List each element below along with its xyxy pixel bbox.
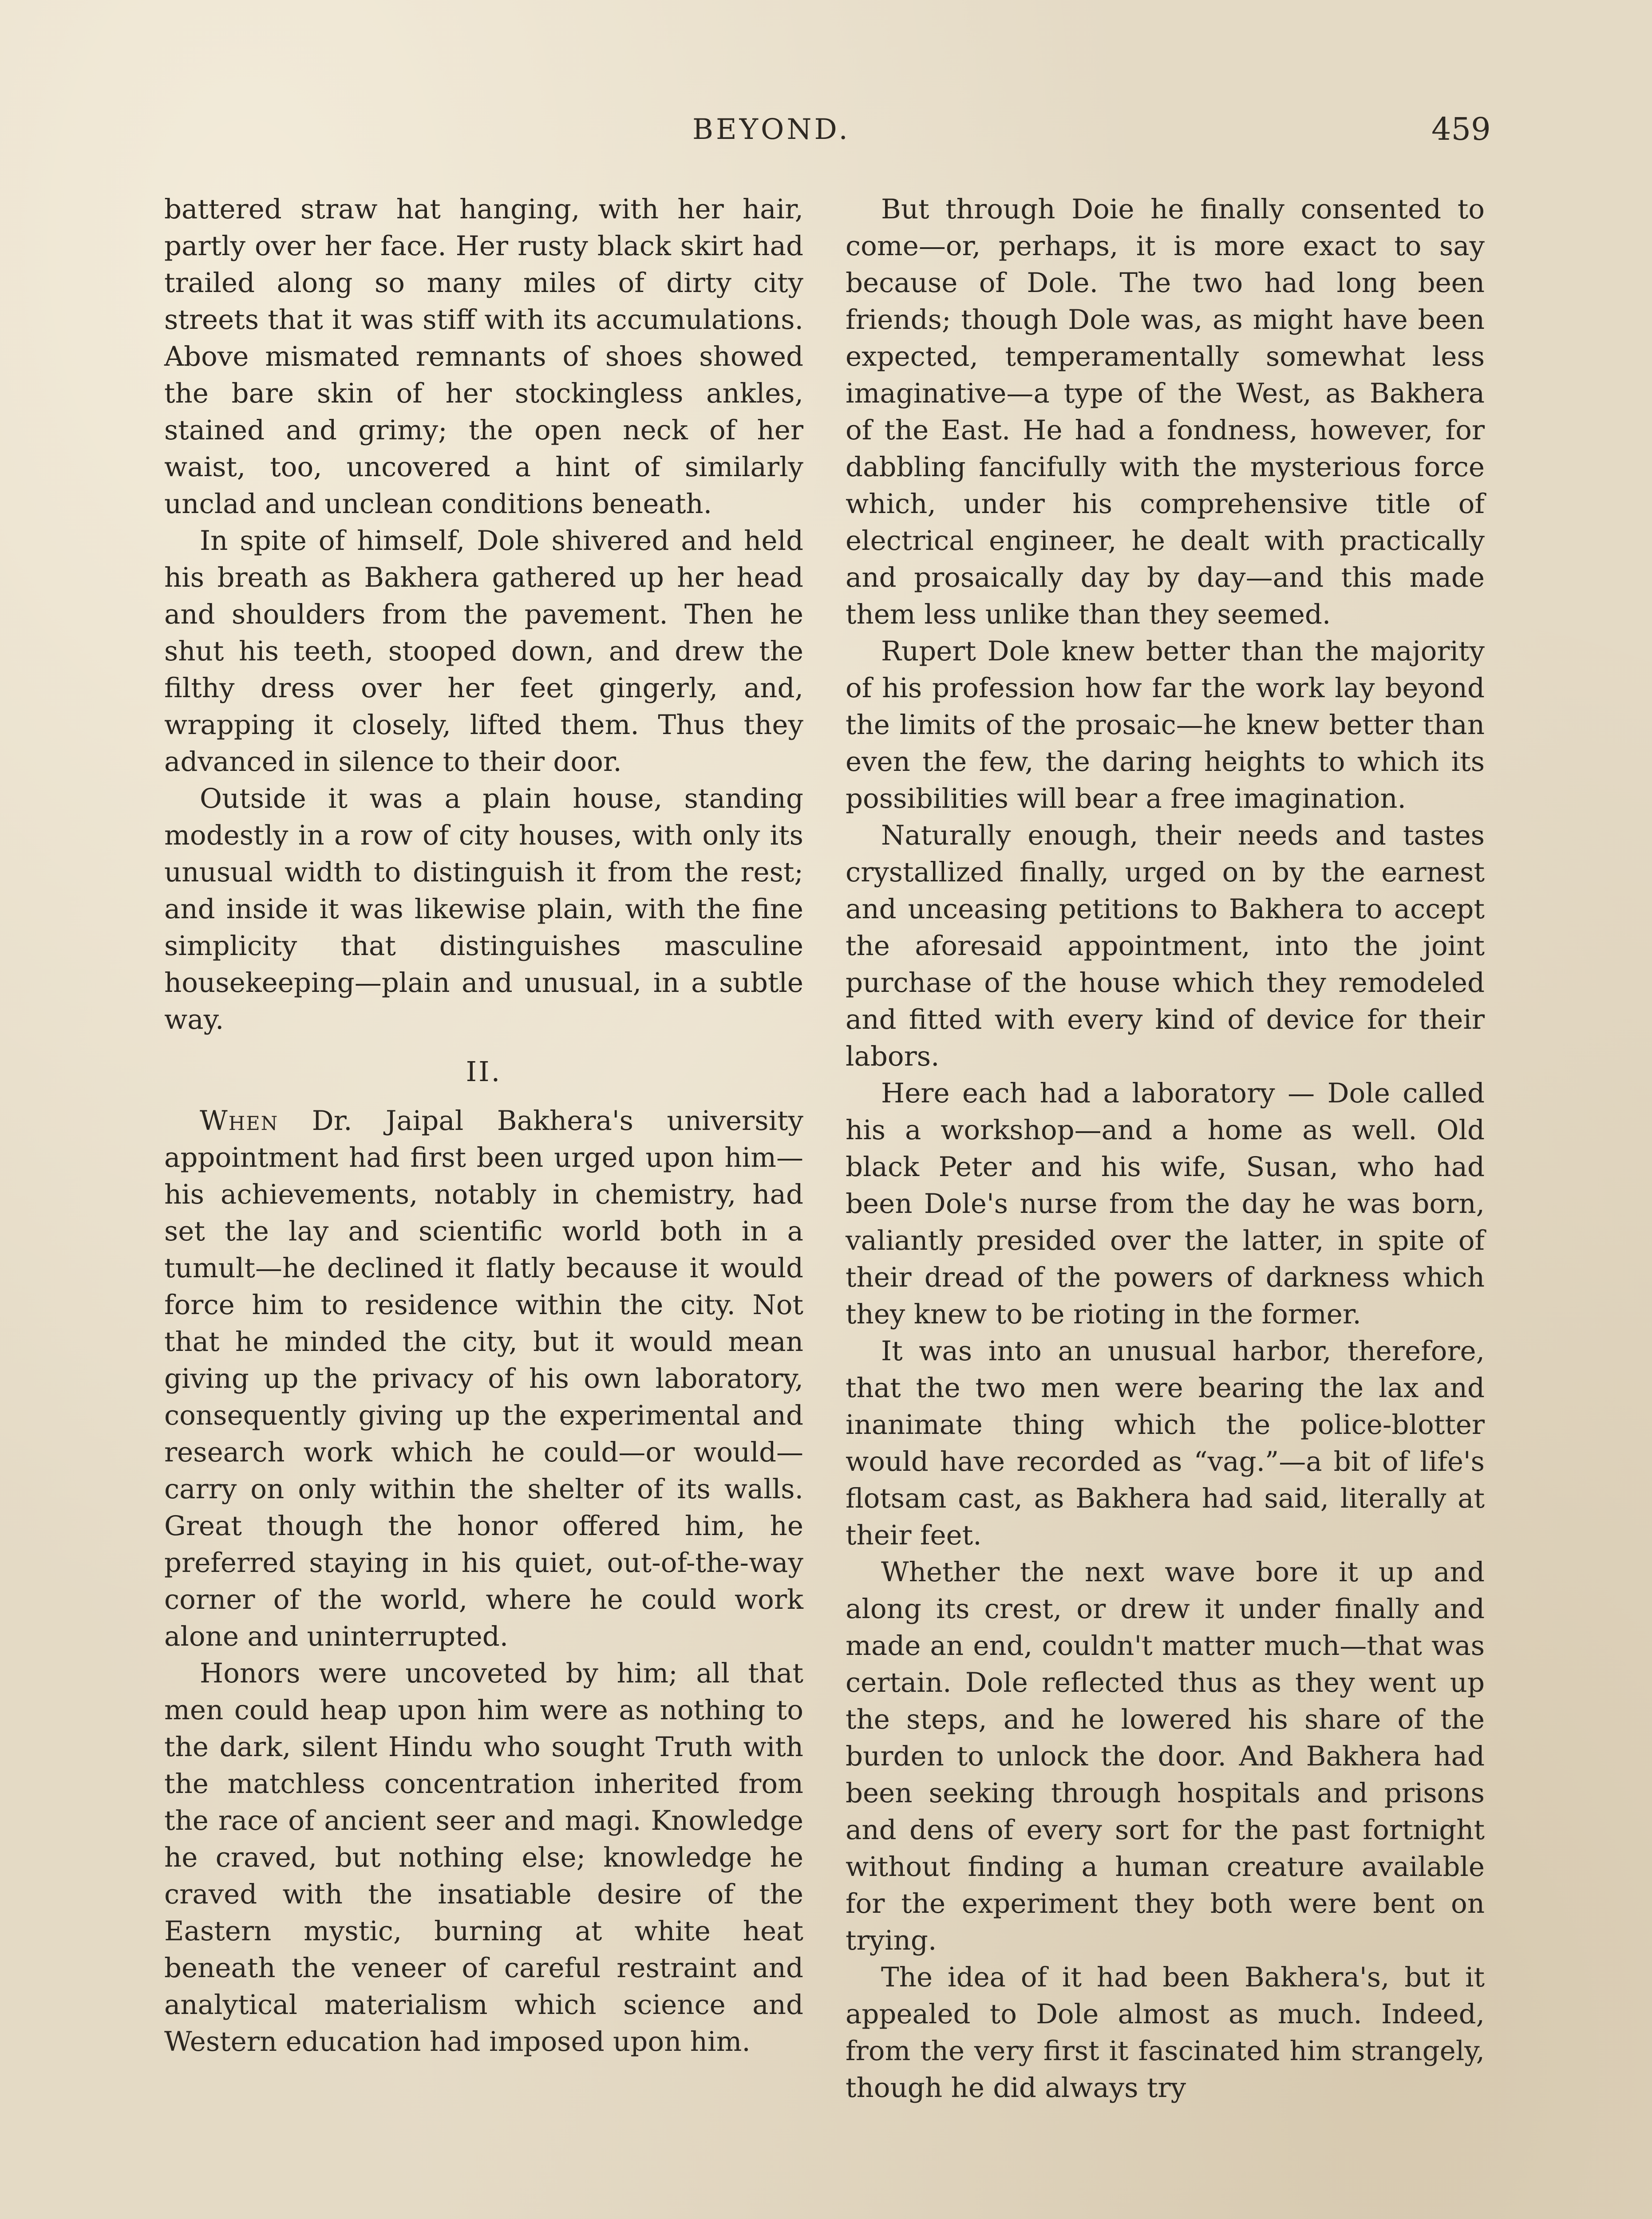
paragraph-continued: battered straw hat hanging, with her hair, partly over her face. Her rusty black skirt had trailed along so many miles of dirty city streets that it was stiff with its accumulations. Above mismated remnants of shoes showed the bare skin of her stockingless ankles, stained and grimy; the open neck of her waist, too, uncovered a hint of similarly unclad and unclean conditions beneath. bbox=[164, 193, 803, 520]
paragraph: But through Doie he finally consented to come—or, perhaps, it is more exact to say because of Dole. The two had long been friends; though Dole was, as might have been expected, temperamentally somewhat less imaginative—a type of the West, as Bakhera of the East. He had a fondness, however, for dabbling fancifully with the mysterious force which, under his comprehensive title of electrical engineer, he dealt with practically and prosaically day by day—and this made them less unlike than they seemed. bbox=[846, 193, 1485, 630]
page-number: 459 bbox=[1431, 111, 1491, 147]
paragraph: Honors were uncoveted by him; all that men could heap upon him were as nothing to the dark, silent Hindu who sought Truth with the matchless concentration inherited from the race of ancient seer and magi. Knowledge he craved, but nothing else; knowledge he craved with the insatiable desire of the Eastern mystic, burning at white heat beneath the veneer of careful restraint and analytical materialism which science and Western education had imposed upon him. bbox=[164, 1658, 803, 2057]
paragraph: Naturally enough, their needs and tastes crystallized finally, urged on by the earnest and unceasing petitions to Bakhera to accept the aforesaid appointment, into the joint purchase of the house which they remodeled and fitted with every kind of device for their labors. bbox=[846, 820, 1485, 1072]
right-column bbox=[846, 191, 1485, 2106]
paragraph bbox=[164, 1102, 803, 1655]
paragraph: In spite of himself, Dole shivered and held his breath as Bakhera gathered up her head and shoulders from the pavement. Then he shut his teeth, stooped down, and drew the filthy dress over her feet gingerly, and, wrapping it closely, lifted them. Thus they advanced in silence to their door. bbox=[164, 525, 803, 778]
paragraph: Here each had a laboratory — Dole called his a workshop—and a home as well. Old black Peter and his wife, Susan, who had been Dole's nurse from the day he was born, valiantly presided over the latter, in spite of their dread of the powers of darkness which they knew to be rioting in the former. bbox=[846, 1078, 1485, 1330]
paragraph: It was into an unusual harbor, therefore, that the two men were bearing the lax and inanimate thing which the police-blotter would have recorded as “vag.”—a bit of life's flotsam cast, as Bakhera had said, literally at their feet. bbox=[846, 1335, 1485, 1551]
left-column bbox=[164, 191, 803, 2060]
paragraph: Whether the next wave bore it up and along its crest, or drew it under finally and made an end, couldn't matter much—that was certain. Dole reflected thus as they went up the steps, and he lowered his share of the burden to unlock the door. And Bakhera had been seeking through hospitals and prisons and dens of every sort for the past fortnight without finding a human creature available for the experiment they both were bent on trying. bbox=[846, 1556, 1485, 1956]
section-heading: II. bbox=[466, 1055, 502, 1088]
paragraph: Outside it was a plain house, standing modestly in a row of city houses, with only its unusual width to distinguish it from the rest; and inside it was likewise plain, with the fine simplicity that distinguishes masculine housekeeping—plain and unusual, in a subtle way. bbox=[164, 783, 803, 1035]
paragraph: The idea of it had been Bakhera's, but it appealed to Dole almost as much. Indeed, from the very first it fascinated him strangely, though he did always try bbox=[846, 1962, 1485, 2104]
paragraph-lead-word: When bbox=[200, 1105, 279, 1137]
paragraph: Rupert Dole knew better than the majority of his profession how far the work lay beyond the limits of the prosaic—he knew better than even the few, the daring heights to which its possibilities will bear a free imagination. bbox=[846, 636, 1485, 814]
paragraph-text: Dr. Jaipal Bakhera's university appointment had first been urged upon him—his achievements, notably in chemistry, had set the lay and scientific world both in a tumult—he declined it flatly because it would force him to residence within the city. Not that he minded the city, but it would mean giving up the privacy of his own laboratory, consequently giving up the experimental and research work which he could—or would—carry on only within the shelter of its walls. Great though the honor offered him, he preferred staying in his quiet, out-of-the-way corner of the world, where he could work alone and uninterrupted. bbox=[164, 1105, 803, 1652]
running-title: BEYOND. bbox=[692, 113, 850, 146]
